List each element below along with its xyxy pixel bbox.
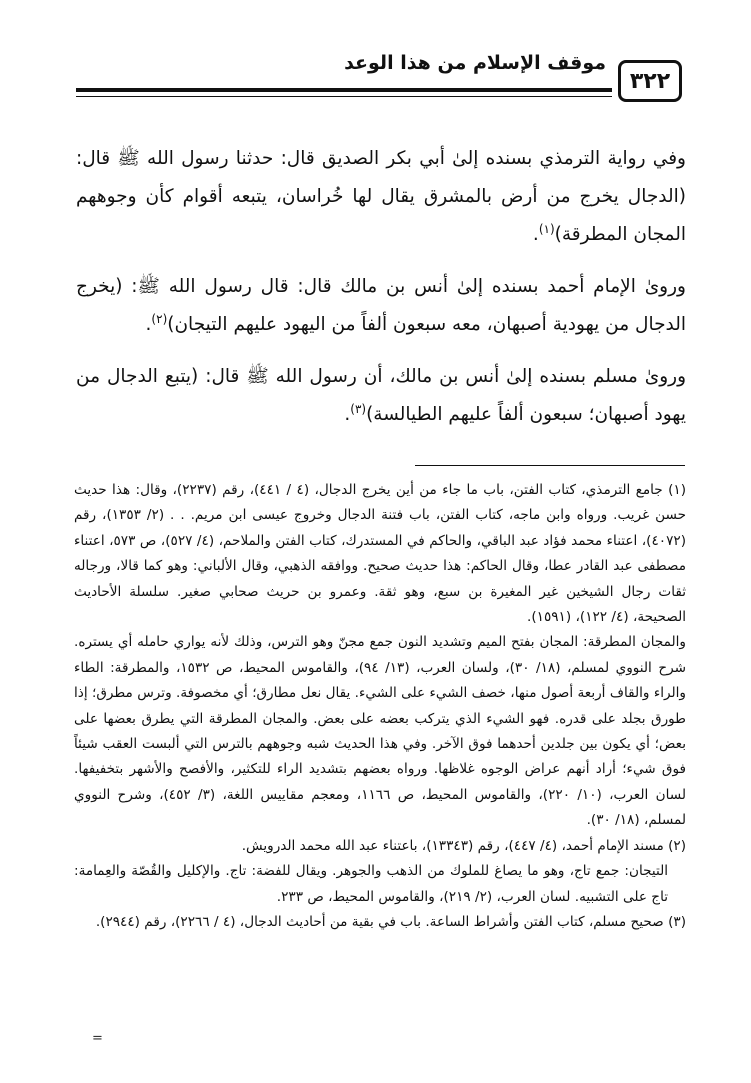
footnote-note: التيجان: جمع تاج، وهو ما يصاغ للملوك من الذهب والجوهر. ويقال للفضة: تاج. والإكليل والقُصّة والعِمامة: تاج على التشبيه. لسان العرب، (٢/ ٢١٩)، والقاموس المحيط، ص ٢٣٣. <box>74 863 668 905</box>
footnote-number: (١) <box>668 482 686 498</box>
footnote-ref-3[interactable]: (٣) <box>350 401 367 416</box>
footnote-number: (٣) <box>668 913 686 930</box>
footnote-1 <box>74 478 686 630</box>
footnote-ref-2[interactable]: (٢) <box>151 311 168 326</box>
footnote-2 <box>74 834 686 910</box>
running-title: موقف الإسلام من هذا الوعد <box>344 52 606 74</box>
footnote-text: صحيح مسلم، كتاب الفتن وأشراط الساعة. باب في بقية من أحاديث الدجال، (٤ / ٢٢٦٦)، رقم (٢٩٤٤). <box>95 913 664 930</box>
paragraph-tirmidhi: وفي رواية الترمذي بسنده إلىٰ أبي بكر الصديق قال: حدثنا رسول الله ﷺ قال: (الدجال يخرج من أرض بالمشرق يقال لها خُراسان، يتبعه أقوام كأن وجوههم المجان المطرقة)$^{(١)}$. <box>76 148 686 245</box>
paragraph-ahmad: ورویٰ الإمام أحمد بسنده إلیٰ أنس بن مالك قال: قال رسول الله ﷺ: (يخرج الدجال من يهودية أصبهان، معه سبعون ألفاً من اليهود عليهم التيجان)$^{(٢)}$. <box>76 276 686 335</box>
header-rule-thick <box>76 88 612 92</box>
main-text <box>76 140 686 448</box>
footnote-ref-1[interactable]: (١) <box>538 221 555 236</box>
footnote-separator <box>415 465 685 466</box>
footnote-text: مسند الإمام أحمد، (٤/ ٤٤٧)، رقم (١٣٣٤٣)، باعتناء عبد الله محمد الدرويش. <box>241 837 664 854</box>
footnote-3 <box>74 910 686 935</box>
footnotes <box>74 478 686 935</box>
page-header <box>76 44 682 104</box>
paragraph-muslim: ورویٰ مسلم بسنده إلیٰ أنس بن مالك، أن رسول الله ﷺ قال: (يتبع الدجال من يهود أصبهان؛ سبعون ألفاً عليهم الطيالسة)$^{(٣)}$. <box>76 366 686 425</box>
footnote-text: جامع الترمذي، كتاب الفتن، باب ما جاء من أين يخرج الدجال، (٤ / ٤٤١)، رقم (٢٢٣٧)، وقال: هذا حديث حسن غريب. ورواه وابن ماجه، كتاب الفتن، باب فتنة الدجال وخروج عيسى ابن مريم. . . (٢/ ١٣٥٣)، رقم (٤٠٧٢)، اعتناء محمد فؤاد عبد الباقي، والحاكم في المستدرك، كتاب الفتن والملاحم، (٤/ ٥٢٧)، ص ٥٧٣، اعتناء مصطفى عبد القادر عطا، وقال الحاكم: هذا حديث صحيح. ووافقه الذهبي، وقال الألباني: وهو كما قالا، ورجاله ثقات رجال الشيخين غير المغيرة بن سبع، وهو ثقة. وعمرو بن حريث صحابي صغير. سلسلة الأحاديث الصحيحة، (٤/ ١٢٢)، (١٥٩١). <box>74 482 686 626</box>
page-number: ٣٢٢ <box>618 60 682 102</box>
footnote-1-note <box>74 630 686 833</box>
footnote-number: (٢) <box>668 837 686 854</box>
margin-mark: = <box>92 1031 103 1046</box>
footnote-note: والمجان المطرقة: المجان بفتح الميم وتشديد النون جمع مجنّ وهو الترس، وذلك لأنه يواري حامله أي يستره. شرح النووي لمسلم، (١٨/ ٣٠)، ولسان العرب، (١٣/ ٩٤)، والقاموس المحيط، ص ١٥٣٢، والمطرقة: الطاء والراء والقاف أربعة أصول منها، خصف الشيء على الشيء. يقال نعل مطارق؛ أي مخصوفة. وترس مطرق؛ إذا طورق بجلد على قدره. فهو الشيء الذي يتركب بعضه على بعض. والمجان المطرقة التي يطرق بعضها على بعض؛ أي يكون بين جلدين أحدهما فوق الآخر. وفي هذا الحديث شبه وجوههم بالترس التي ألبست العقب شيئاً فوق شيء؛ أراد أنهم عراض الوجوه غلاظها. ورواه بعضهم بتشديد الراء للتكثير، والأفصح والأشهر بتخفيفها. لسان العرب، (١٠/ ٢٢٠)، والقاموس المحيط، ص ١١٦٦، ومعجم مقاييس اللغة، (٣/ ٤٥٢)، وشرح النووي لمسلم، (١٨/ ٣٠). <box>74 634 686 829</box>
header-rule-thin <box>76 96 612 97</box>
